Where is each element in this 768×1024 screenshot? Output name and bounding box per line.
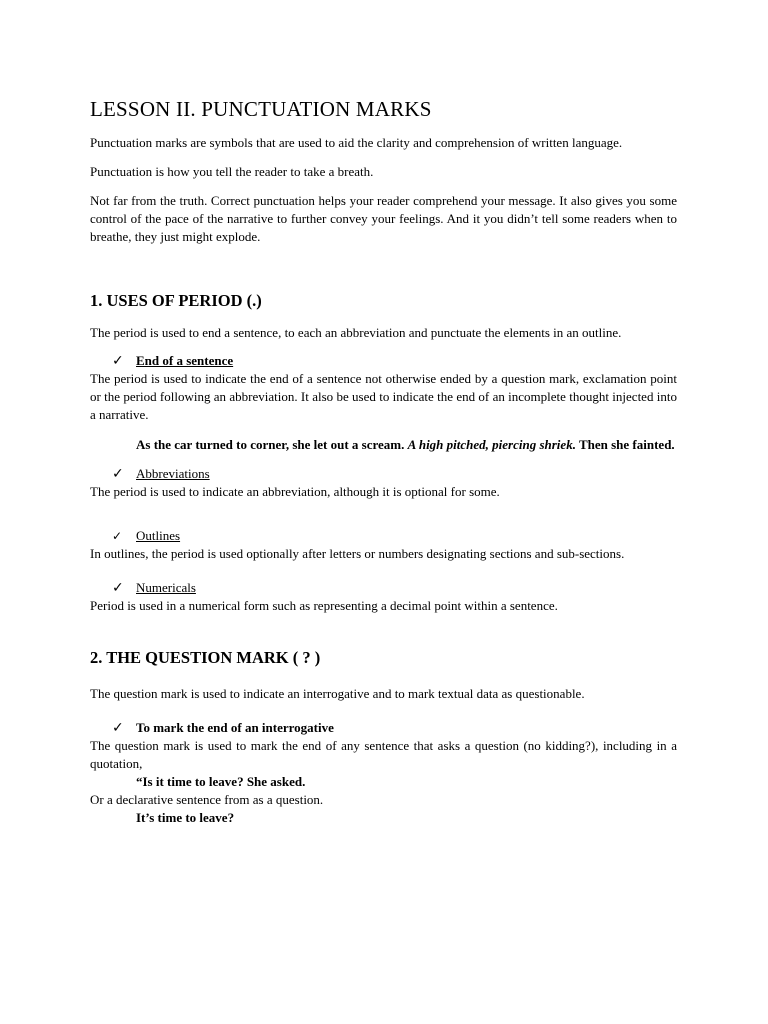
item-text: In outlines, the period is used optionally after letters or numbers designating sections and sub-sections. — [90, 546, 625, 561]
checklist-item-end-of-sentence — [90, 352, 677, 370]
checklist-item-outlines — [90, 527, 677, 545]
check-icon: ✓ — [112, 720, 124, 736]
item-label: End of a sentence — [136, 353, 234, 368]
section-1-description: The period is used to end a sentence, to each an abbreviation and punctuate the elements in an outline. — [90, 325, 622, 340]
section-2-heading: 2. THE QUESTION MARK ( ? ) — [90, 648, 321, 667]
item-label: Abbreviations — [136, 466, 210, 481]
section-2-description: The question mark is used to indicate an interrogative and to mark textual data as questionable. — [90, 686, 585, 701]
example-sentence — [90, 436, 677, 454]
section-1-heading: 1. USES OF PERIOD (.) — [90, 291, 262, 310]
example-quote: “Is it time to leave? She asked. — [136, 774, 306, 789]
declarative-line: Or a declarative sentence from as a question. — [90, 792, 324, 807]
checklist-item-abbreviations — [90, 465, 677, 483]
page-title: LESSON II. PUNCTUATION MARKS — [90, 97, 432, 121]
item-label: Outlines — [136, 528, 181, 543]
example-part-1: As the car turned to corner, she let out a scream. — [136, 437, 408, 452]
document-page — [90, 96, 677, 827]
checklist-item-numericals — [90, 579, 677, 597]
checklist-item-interrogative — [90, 719, 677, 737]
item-label: To mark the end of an interrogative — [136, 720, 334, 735]
example-declarative: It’s time to leave? — [136, 810, 235, 825]
item-text: Period is used in a numerical form such as representing a decimal point within a sentence. — [90, 598, 558, 613]
item-text: The question mark is used to mark the end of any sentence that asks a question (no kidding?), including in a quotation, — [90, 738, 677, 771]
item-text: The period is used to indicate the end of a sentence not otherwise ended by a question mark, exclamation point or the period following an abbreviation. It also be used to indicate the end of an incomplete thought injected into a narrative. — [90, 371, 677, 422]
intro-paragraph-2: Punctuation is how you tell the reader to take a breath. — [90, 164, 374, 179]
item-label: Numericals — [136, 580, 196, 595]
check-icon: ✓ — [112, 529, 123, 543]
item-text: The period is used to indicate an abbreviation, although it is optional for some. — [90, 484, 500, 499]
example-part-italic: A high pitched, piercing shriek. — [407, 437, 576, 452]
example-part-3: Then she fainted. — [575, 437, 675, 452]
check-icon: ✓ — [112, 466, 124, 482]
intro-paragraph-1: Punctuation marks are symbols that are used to aid the clarity and comprehension of written language. — [90, 135, 623, 150]
check-icon: ✓ — [112, 580, 124, 596]
check-icon: ✓ — [112, 353, 124, 369]
intro-paragraph-3: Not far from the truth. Correct punctuation helps your reader comprehend your message. It also gives you some control of the pace of the narrative to further convey your feelings. And it you didn’t tell some readers when to breathe, they just might explode. — [90, 193, 677, 244]
